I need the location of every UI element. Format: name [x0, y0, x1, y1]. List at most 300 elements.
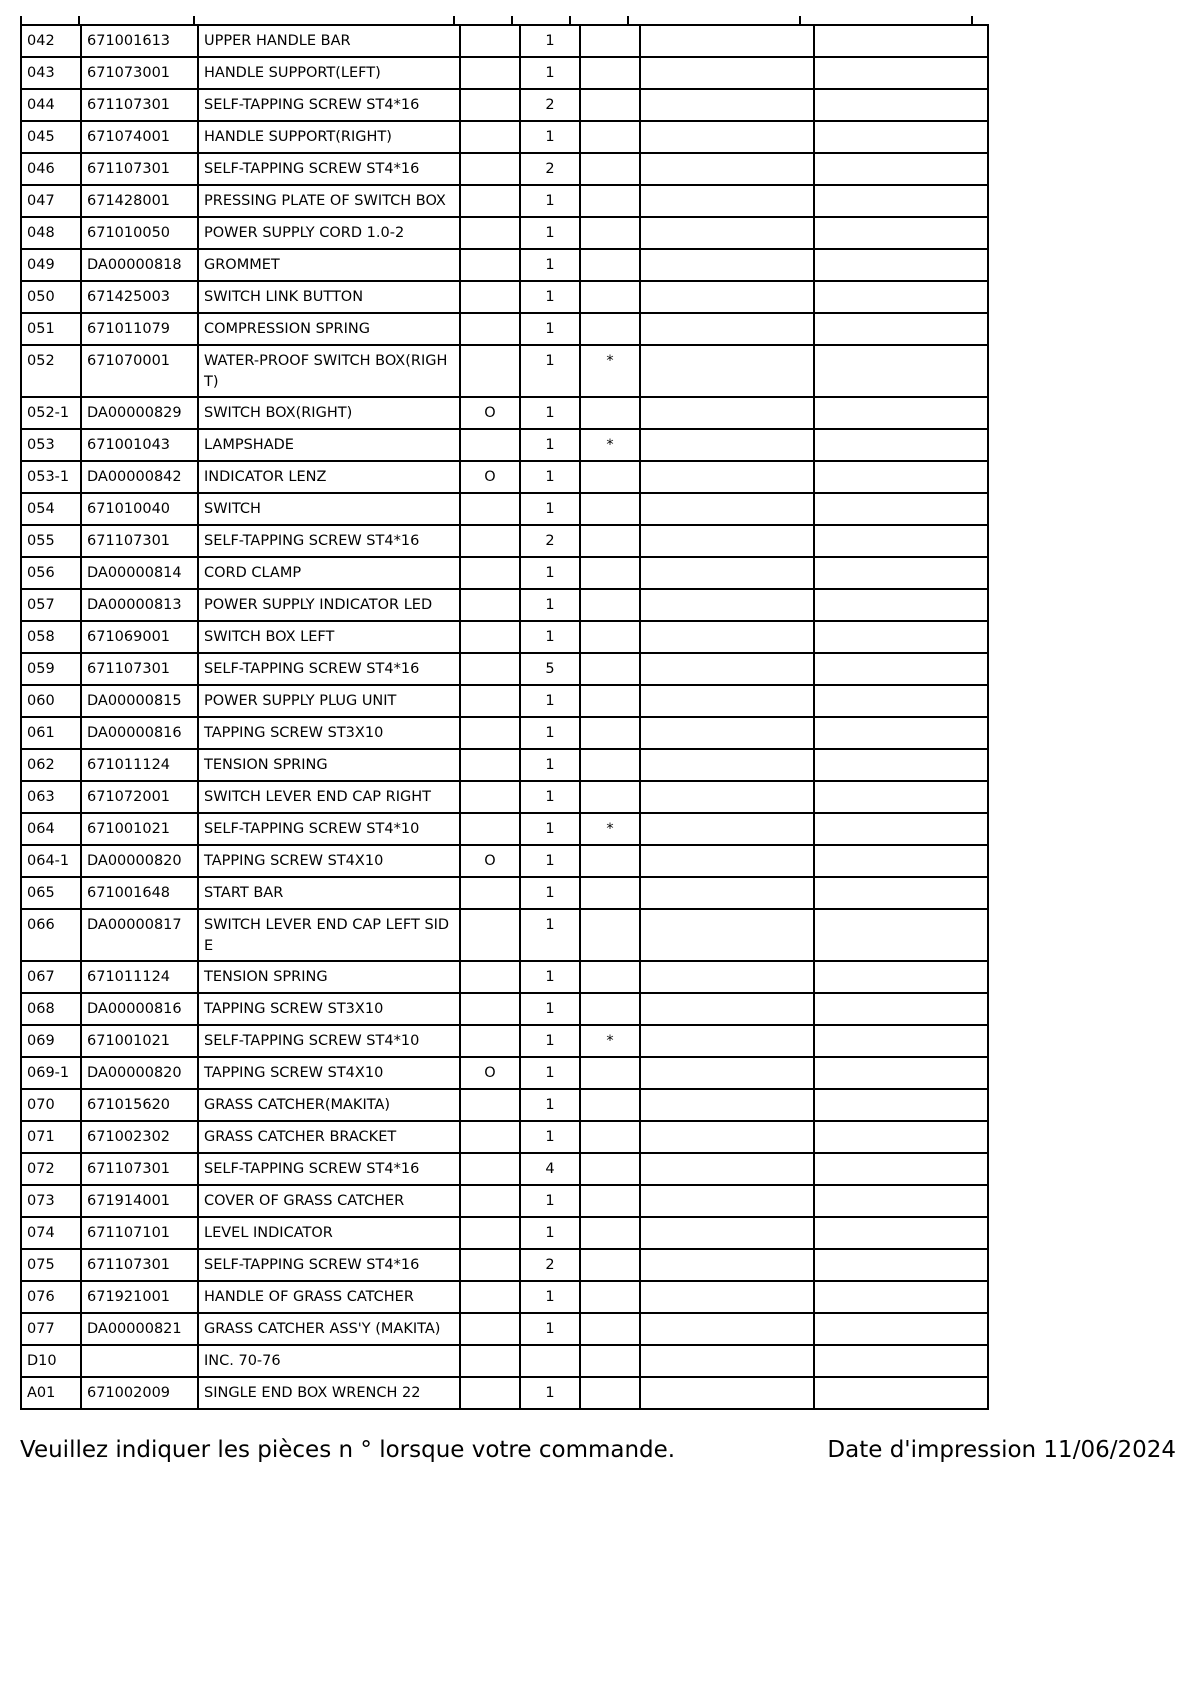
- parts-table-body: [21, 25, 988, 1409]
- cell-empty: [814, 1345, 988, 1377]
- table-row: [21, 89, 988, 121]
- cell-empty: [814, 25, 988, 57]
- cell-quantity: 1: [520, 185, 580, 217]
- cell-empty: [814, 993, 988, 1025]
- cell-option-mark: [460, 493, 520, 525]
- cell-quantity: 1: [520, 685, 580, 717]
- cell-empty: [814, 717, 988, 749]
- cell-empty: [640, 153, 814, 185]
- cell-part-code: 671001021: [81, 813, 198, 845]
- cell-part-code: 671001043: [81, 429, 198, 461]
- cell-ref-no: 047: [21, 185, 81, 217]
- cell-ref-no: 064-1: [21, 845, 81, 877]
- cell-empty: [814, 1089, 988, 1121]
- cell-note-mark: [580, 589, 640, 621]
- cell-part-code: DA00000821: [81, 1313, 198, 1345]
- cell-quantity: 1: [520, 1377, 580, 1409]
- cell-empty: [814, 493, 988, 525]
- cell-part-code: DA00000816: [81, 717, 198, 749]
- cell-note-mark: [580, 313, 640, 345]
- cell-part-code: 671107301: [81, 1249, 198, 1281]
- cell-note-mark: *: [580, 1025, 640, 1057]
- cell-quantity: 1: [520, 281, 580, 313]
- cell-part-code: DA00000842: [81, 461, 198, 493]
- cell-part-code: 671069001: [81, 621, 198, 653]
- table-row: [21, 57, 988, 89]
- cell-option-mark: O: [460, 1057, 520, 1089]
- cell-quantity: 1: [520, 1185, 580, 1217]
- table-row: [21, 249, 988, 281]
- table-row: [21, 1345, 988, 1377]
- cell-part-code: 671011124: [81, 749, 198, 781]
- cell-empty: [640, 345, 814, 397]
- cell-part-code: DA00000815: [81, 685, 198, 717]
- cell-empty: [814, 461, 988, 493]
- cell-empty: [640, 1057, 814, 1089]
- cell-option-mark: [460, 909, 520, 961]
- cell-ref-no: 048: [21, 217, 81, 249]
- cell-ref-no: D10: [21, 1345, 81, 1377]
- table-row: [21, 217, 988, 249]
- cell-note-mark: [580, 1057, 640, 1089]
- cell-note-mark: [580, 25, 640, 57]
- cell-note-mark: [580, 1121, 640, 1153]
- cell-option-mark: [460, 89, 520, 121]
- table-row: [21, 25, 988, 57]
- table-row: [21, 429, 988, 461]
- cell-ref-no: 067: [21, 961, 81, 993]
- cell-description: TENSION SPRING: [198, 961, 460, 993]
- cell-description: LAMPSHADE: [198, 429, 460, 461]
- table-row: [21, 1057, 988, 1089]
- cell-ref-no: 044: [21, 89, 81, 121]
- cell-empty: [814, 345, 988, 397]
- table-row: [21, 313, 988, 345]
- cell-ref-no: 073: [21, 1185, 81, 1217]
- table-row: [21, 153, 988, 185]
- cell-empty: [814, 281, 988, 313]
- cell-description: TAPPING SCREW ST3X10: [198, 717, 460, 749]
- cell-empty: [814, 781, 988, 813]
- cell-empty: [640, 557, 814, 589]
- cell-note-mark: [580, 57, 640, 89]
- cell-option-mark: [460, 621, 520, 653]
- cell-quantity: 2: [520, 89, 580, 121]
- cell-empty: [640, 493, 814, 525]
- table-row: [21, 281, 988, 313]
- cell-part-code: 671107301: [81, 153, 198, 185]
- cell-ref-no: 051: [21, 313, 81, 345]
- cell-option-mark: [460, 1345, 520, 1377]
- cell-quantity: 5: [520, 653, 580, 685]
- cell-empty: [814, 1057, 988, 1089]
- table-row: [21, 557, 988, 589]
- cell-quantity: 1: [520, 1057, 580, 1089]
- cell-ref-no: 057: [21, 589, 81, 621]
- cell-quantity: 2: [520, 153, 580, 185]
- cell-ref-no: 061: [21, 717, 81, 749]
- cell-ref-no: 045: [21, 121, 81, 153]
- table-row: [21, 1025, 988, 1057]
- cell-quantity: 1: [520, 813, 580, 845]
- cell-note-mark: [580, 121, 640, 153]
- cell-note-mark: [580, 1153, 640, 1185]
- cell-empty: [640, 1025, 814, 1057]
- cell-ref-no: 050: [21, 281, 81, 313]
- cell-description: SWITCH BOX(RIGHT): [198, 397, 460, 429]
- cell-empty: [814, 589, 988, 621]
- table-row: [21, 993, 988, 1025]
- cell-empty: [814, 1217, 988, 1249]
- cell-description: COMPRESSION SPRING: [198, 313, 460, 345]
- cell-description: TAPPING SCREW ST3X10: [198, 993, 460, 1025]
- cell-quantity: 4: [520, 1153, 580, 1185]
- cell-description: TAPPING SCREW ST4X10: [198, 845, 460, 877]
- cell-description: HANDLE OF GRASS CATCHER: [198, 1281, 460, 1313]
- cell-empty: [640, 845, 814, 877]
- cell-option-mark: [460, 153, 520, 185]
- cell-part-code: 671107301: [81, 1153, 198, 1185]
- cell-note-mark: *: [580, 813, 640, 845]
- table-row: [21, 461, 988, 493]
- cell-empty: [640, 1281, 814, 1313]
- cell-option-mark: [460, 281, 520, 313]
- cell-note-mark: [580, 1345, 640, 1377]
- cell-empty: [640, 25, 814, 57]
- cell-empty: [814, 877, 988, 909]
- cell-empty: [640, 429, 814, 461]
- cell-empty: [640, 877, 814, 909]
- cell-part-code: 671001021: [81, 1025, 198, 1057]
- cell-description: CORD CLAMP: [198, 557, 460, 589]
- cell-option-mark: [460, 249, 520, 281]
- cell-empty: [814, 653, 988, 685]
- cell-description: SELF-TAPPING SCREW ST4*16: [198, 525, 460, 557]
- cell-quantity: 1: [520, 313, 580, 345]
- cell-empty: [640, 1185, 814, 1217]
- cell-option-mark: O: [460, 397, 520, 429]
- cell-option-mark: [460, 121, 520, 153]
- cell-quantity: 1: [520, 909, 580, 961]
- cell-note-mark: [580, 185, 640, 217]
- cell-note-mark: [580, 685, 640, 717]
- cell-option-mark: [460, 1217, 520, 1249]
- cell-quantity: 1: [520, 1121, 580, 1153]
- cell-empty: [814, 1249, 988, 1281]
- cell-description: WATER-PROOF SWITCH BOX(RIGHT): [198, 345, 460, 397]
- cell-quantity: 1: [520, 25, 580, 57]
- cell-empty: [640, 397, 814, 429]
- cell-note-mark: [580, 1089, 640, 1121]
- cell-description: COVER OF GRASS CATCHER: [198, 1185, 460, 1217]
- cell-part-code: 671002009: [81, 1377, 198, 1409]
- cell-empty: [814, 1377, 988, 1409]
- cell-empty: [814, 1153, 988, 1185]
- cell-empty: [640, 993, 814, 1025]
- cell-ref-no: 042: [21, 25, 81, 57]
- cell-note-mark: [580, 909, 640, 961]
- cell-empty: [640, 749, 814, 781]
- cell-empty: [814, 557, 988, 589]
- cell-part-code: 671107301: [81, 525, 198, 557]
- table-row: [21, 397, 988, 429]
- table-row: [21, 1281, 988, 1313]
- cell-description: POWER SUPPLY INDICATOR LED: [198, 589, 460, 621]
- cell-part-code: 671015620: [81, 1089, 198, 1121]
- cell-part-code: 671010040: [81, 493, 198, 525]
- cell-part-code: DA00000829: [81, 397, 198, 429]
- cell-option-mark: [460, 993, 520, 1025]
- cell-option-mark: [460, 525, 520, 557]
- cell-empty: [640, 217, 814, 249]
- cell-empty: [640, 1217, 814, 1249]
- cell-empty: [640, 1121, 814, 1153]
- cell-ref-no: 049: [21, 249, 81, 281]
- cell-part-code: DA00000813: [81, 589, 198, 621]
- cell-quantity: 2: [520, 525, 580, 557]
- cell-part-code: 671001648: [81, 877, 198, 909]
- cell-note-mark: [580, 717, 640, 749]
- table-row: [21, 717, 988, 749]
- cell-note-mark: [580, 217, 640, 249]
- cell-ref-no: 069: [21, 1025, 81, 1057]
- cell-part-code: 671001613: [81, 25, 198, 57]
- cell-description: SELF-TAPPING SCREW ST4*10: [198, 813, 460, 845]
- cell-empty: [814, 57, 988, 89]
- cell-empty: [814, 185, 988, 217]
- cell-option-mark: [460, 313, 520, 345]
- cell-quantity: 1: [520, 429, 580, 461]
- cell-ref-no: 060: [21, 685, 81, 717]
- cell-empty: [814, 525, 988, 557]
- cell-note-mark: [580, 493, 640, 525]
- cell-option-mark: [460, 1281, 520, 1313]
- table-row: [21, 525, 988, 557]
- cell-option-mark: [460, 557, 520, 589]
- cell-ref-no: 058: [21, 621, 81, 653]
- cell-note-mark: [580, 249, 640, 281]
- cell-empty: [640, 185, 814, 217]
- cell-empty: [814, 813, 988, 845]
- cell-quantity: 1: [520, 1217, 580, 1249]
- cell-empty: [814, 1185, 988, 1217]
- cell-empty: [640, 717, 814, 749]
- cell-part-code: DA00000816: [81, 993, 198, 1025]
- cell-ref-no: 053: [21, 429, 81, 461]
- cell-empty: [640, 1153, 814, 1185]
- cell-note-mark: [580, 153, 640, 185]
- cell-description: SELF-TAPPING SCREW ST4*16: [198, 653, 460, 685]
- cell-option-mark: [460, 813, 520, 845]
- cell-ref-no: 055: [21, 525, 81, 557]
- cell-quantity: 1: [520, 589, 580, 621]
- cell-quantity: 1: [520, 961, 580, 993]
- cell-empty: [814, 121, 988, 153]
- cell-ref-no: 063: [21, 781, 81, 813]
- cell-description: SELF-TAPPING SCREW ST4*16: [198, 1153, 460, 1185]
- cell-empty: [640, 589, 814, 621]
- cell-part-code: 671425003: [81, 281, 198, 313]
- cell-ref-no: 070: [21, 1089, 81, 1121]
- cell-quantity: 1: [520, 345, 580, 397]
- cell-option-mark: [460, 781, 520, 813]
- cell-ref-no: 054: [21, 493, 81, 525]
- cell-description: GRASS CATCHER BRACKET: [198, 1121, 460, 1153]
- cell-ref-no: 076: [21, 1281, 81, 1313]
- cell-empty: [814, 429, 988, 461]
- cell-empty: [640, 281, 814, 313]
- cell-option-mark: [460, 1121, 520, 1153]
- cell-option-mark: [460, 217, 520, 249]
- cell-ref-no: 071: [21, 1121, 81, 1153]
- cell-description: TENSION SPRING: [198, 749, 460, 781]
- cell-option-mark: [460, 1089, 520, 1121]
- cell-option-mark: [460, 25, 520, 57]
- cell-option-mark: [460, 1313, 520, 1345]
- cell-empty: [640, 121, 814, 153]
- cell-empty: [640, 249, 814, 281]
- cell-quantity: 1: [520, 845, 580, 877]
- cell-option-mark: [460, 1153, 520, 1185]
- cell-empty: [640, 1377, 814, 1409]
- cell-part-code: 671011079: [81, 313, 198, 345]
- table-row: [21, 749, 988, 781]
- cell-quantity: 1: [520, 249, 580, 281]
- cell-description: SWITCH LINK BUTTON: [198, 281, 460, 313]
- cell-empty: [640, 961, 814, 993]
- cell-part-code: 671921001: [81, 1281, 198, 1313]
- cell-ref-no: 052-1: [21, 397, 81, 429]
- cell-quantity: 1: [520, 217, 580, 249]
- cell-note-mark: [580, 525, 640, 557]
- cell-description: GRASS CATCHER ASS'Y (MAKITA): [198, 1313, 460, 1345]
- cell-ref-no: 077: [21, 1313, 81, 1345]
- cell-quantity: 1: [520, 1025, 580, 1057]
- cell-description: INC. 70-76: [198, 1345, 460, 1377]
- cell-ref-no: 059: [21, 653, 81, 685]
- cell-note-mark: [580, 993, 640, 1025]
- cell-description: LEVEL INDICATOR: [198, 1217, 460, 1249]
- cell-empty: [814, 909, 988, 961]
- cell-note-mark: [580, 961, 640, 993]
- cell-quantity: 1: [520, 749, 580, 781]
- cell-ref-no: 074: [21, 1217, 81, 1249]
- cell-ref-no: 046: [21, 153, 81, 185]
- cell-ref-no: 072: [21, 1153, 81, 1185]
- cell-option-mark: [460, 57, 520, 89]
- cell-part-code: 671011124: [81, 961, 198, 993]
- cell-part-code: 671070001: [81, 345, 198, 397]
- cell-option-mark: [460, 429, 520, 461]
- cell-option-mark: [460, 653, 520, 685]
- cell-quantity: 1: [520, 877, 580, 909]
- cell-description: SWITCH LEVER END CAP RIGHT: [198, 781, 460, 813]
- cell-part-code: DA00000814: [81, 557, 198, 589]
- cell-empty: [814, 1025, 988, 1057]
- cell-empty: [640, 313, 814, 345]
- table-row: [21, 961, 988, 993]
- cell-part-code: 671072001: [81, 781, 198, 813]
- table-row: [21, 653, 988, 685]
- cell-part-code: DA00000818: [81, 249, 198, 281]
- cell-description: HANDLE SUPPORT(LEFT): [198, 57, 460, 89]
- cell-description: GRASS CATCHER(MAKITA): [198, 1089, 460, 1121]
- cell-description: SWITCH LEVER END CAP LEFT SIDE: [198, 909, 460, 961]
- cell-ref-no: 065: [21, 877, 81, 909]
- cell-empty: [814, 749, 988, 781]
- cell-empty: [814, 249, 988, 281]
- cell-ref-no: 068: [21, 993, 81, 1025]
- cell-part-code: [81, 1345, 198, 1377]
- cell-note-mark: [580, 1377, 640, 1409]
- cell-note-mark: [580, 749, 640, 781]
- cell-empty: [814, 89, 988, 121]
- cell-empty: [640, 89, 814, 121]
- cell-note-mark: [580, 653, 640, 685]
- cell-part-code: 671914001: [81, 1185, 198, 1217]
- cell-note-mark: *: [580, 345, 640, 397]
- cell-description: SWITCH: [198, 493, 460, 525]
- cell-note-mark: [580, 281, 640, 313]
- cell-description: SELF-TAPPING SCREW ST4*16: [198, 153, 460, 185]
- cell-quantity: [520, 1345, 580, 1377]
- cell-option-mark: [460, 961, 520, 993]
- cell-quantity: 1: [520, 1281, 580, 1313]
- cell-empty: [640, 1089, 814, 1121]
- table-row: [21, 1249, 988, 1281]
- cell-description: SWITCH BOX LEFT: [198, 621, 460, 653]
- table-row: [21, 1313, 988, 1345]
- cell-ref-no: 069-1: [21, 1057, 81, 1089]
- cell-note-mark: [580, 89, 640, 121]
- cell-option-mark: [460, 749, 520, 781]
- cell-note-mark: [580, 557, 640, 589]
- cell-quantity: 1: [520, 993, 580, 1025]
- cell-option-mark: [460, 717, 520, 749]
- cell-note-mark: [580, 1217, 640, 1249]
- cell-part-code: 671010050: [81, 217, 198, 249]
- cell-quantity: 1: [520, 557, 580, 589]
- cell-description: UPPER HANDLE BAR: [198, 25, 460, 57]
- cell-empty: [640, 813, 814, 845]
- table-row: [21, 589, 988, 621]
- cell-option-mark: O: [460, 461, 520, 493]
- cell-note-mark: [580, 845, 640, 877]
- table-row: [21, 185, 988, 217]
- cell-empty: [814, 1313, 988, 1345]
- cell-empty: [814, 397, 988, 429]
- cell-description: SELF-TAPPING SCREW ST4*10: [198, 1025, 460, 1057]
- table-row: [21, 781, 988, 813]
- table-row: [21, 621, 988, 653]
- table-row: [21, 1089, 988, 1121]
- cell-quantity: 1: [520, 781, 580, 813]
- cell-option-mark: [460, 1185, 520, 1217]
- cell-empty: [814, 621, 988, 653]
- cell-quantity: 1: [520, 1089, 580, 1121]
- cell-description: GROMMET: [198, 249, 460, 281]
- cell-description: TAPPING SCREW ST4X10: [198, 1057, 460, 1089]
- cell-empty: [640, 1345, 814, 1377]
- cell-note-mark: [580, 621, 640, 653]
- cell-option-mark: [460, 877, 520, 909]
- table-row: [21, 345, 988, 397]
- cell-note-mark: [580, 1313, 640, 1345]
- cell-note-mark: [580, 1185, 640, 1217]
- cell-note-mark: [580, 397, 640, 429]
- cell-ref-no: 062: [21, 749, 81, 781]
- cell-ref-no: 043: [21, 57, 81, 89]
